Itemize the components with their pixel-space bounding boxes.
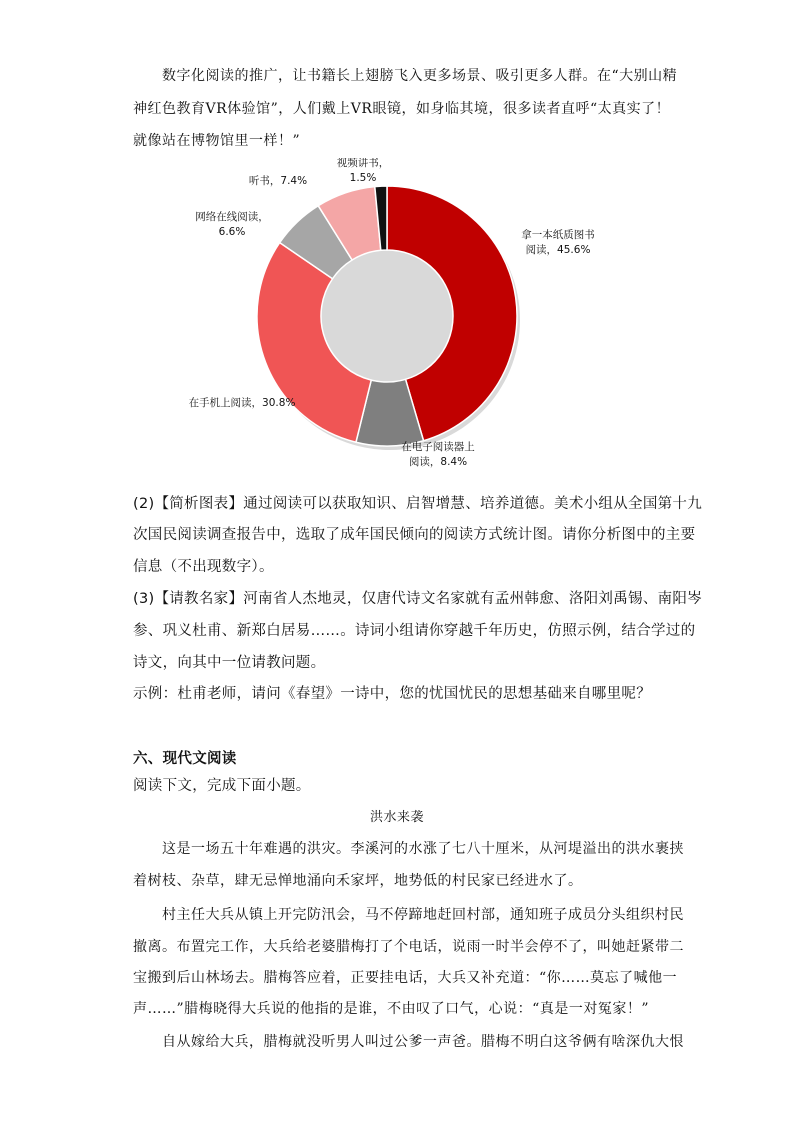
article-p1-line-1: 这是一场五十年难遇的洪灾。李溪河的水涨了七八十厘米，从河堤溢出的洪水裹挟: [162, 841, 684, 857]
q3-line-3: 诗文，向其中一位请教问题。: [133, 655, 326, 671]
slice-label-1: 拿一本纸质图书阅读，45.6%: [521, 229, 595, 256]
intro-line-2: 神红色教育VR体验馆”，人们戴上VR眼镜，如身临其境，很多读者直呼“太真实了！: [133, 101, 671, 117]
article-p2-line-3: 宝搬到后山林场去。腊梅答应着，正要挂电话，大兵又补充道：“你……莫忘了喊他一: [133, 970, 678, 986]
intro-line-1: 数字化阅读的推广，让书籍长上翅膀飞入更多场景、吸引更多人群。在“大别山精: [162, 68, 678, 84]
article-p2-line-4: 声……”腊梅晓得大兵说的他指的是谁，不由叹了口气，心说：“真是一对冤家！”: [133, 1001, 649, 1017]
article-p2-line-1: 村主任大兵从镇上开完防汛会，马不停蹄地赶回村部，通知班子成员分头组织村民: [162, 907, 684, 923]
slice-label-3: 在手机上阅读，30.8%: [188, 397, 296, 409]
q2-line-1: (2)【简析图表】通过阅读可以获取知识、启智增慧、培养道德。美术小组从全国第十九: [133, 496, 703, 512]
section-instruction: 阅读下文，完成下面小题。: [133, 778, 311, 794]
slice-label-2: 在电子阅读器上阅读，8.4%: [401, 441, 475, 468]
q2-line-3: 信息（不出现数字）。: [133, 559, 274, 575]
article-p3-line-1: 自从嫁给大兵，腊梅就没听男人叫过公爹一声爸。腊梅不明白这爷俩有啥深仇大恨: [162, 1034, 684, 1050]
q3-example: 示例：杜甫老师，请问《春望》一诗中，您的忧国忧民的思想基础来自哪里呢？: [133, 686, 651, 702]
section-heading: 六、现代文阅读: [133, 751, 237, 767]
q3-line-1: (3)【请教名家】河南省人杰地灵，仅唐代诗文名家就有孟州韩愈、洛阳刘禹锡、南阳岑: [133, 591, 703, 607]
intro-line-3: 就像站在博物馆里一样！”: [133, 133, 301, 149]
q3-line-2: 参、巩义杜甫、新郑白居易……。诗词小组请你穿越千年历史，仿照示例，结合学过的: [133, 623, 696, 639]
slice-label-6: 视频讲书， 1.5%: [336, 158, 390, 184]
q2-line-2: 次国民阅读调查报告中，选取了成年国民倾向的阅读方式统计图。请你分析图中的主要: [133, 527, 696, 543]
slice-label-4: 网络在线阅读， 6.6%: [195, 211, 269, 238]
article-p1-line-2: 着树枝、杂草，肆无忌惮地涌向禾家坪，地势低的村民家已经进水了。: [133, 873, 583, 889]
reading-methods-donut-chart: [180, 158, 620, 480]
article-title: 洪水来袭: [370, 810, 425, 825]
slice-label-5: 听书，7.4%: [248, 175, 308, 187]
article-p2-line-2: 撤离。布置完工作，大兵给老婆腊梅打了个电话，说雨一时半会停不了，叫她赶紧带二: [133, 939, 684, 955]
